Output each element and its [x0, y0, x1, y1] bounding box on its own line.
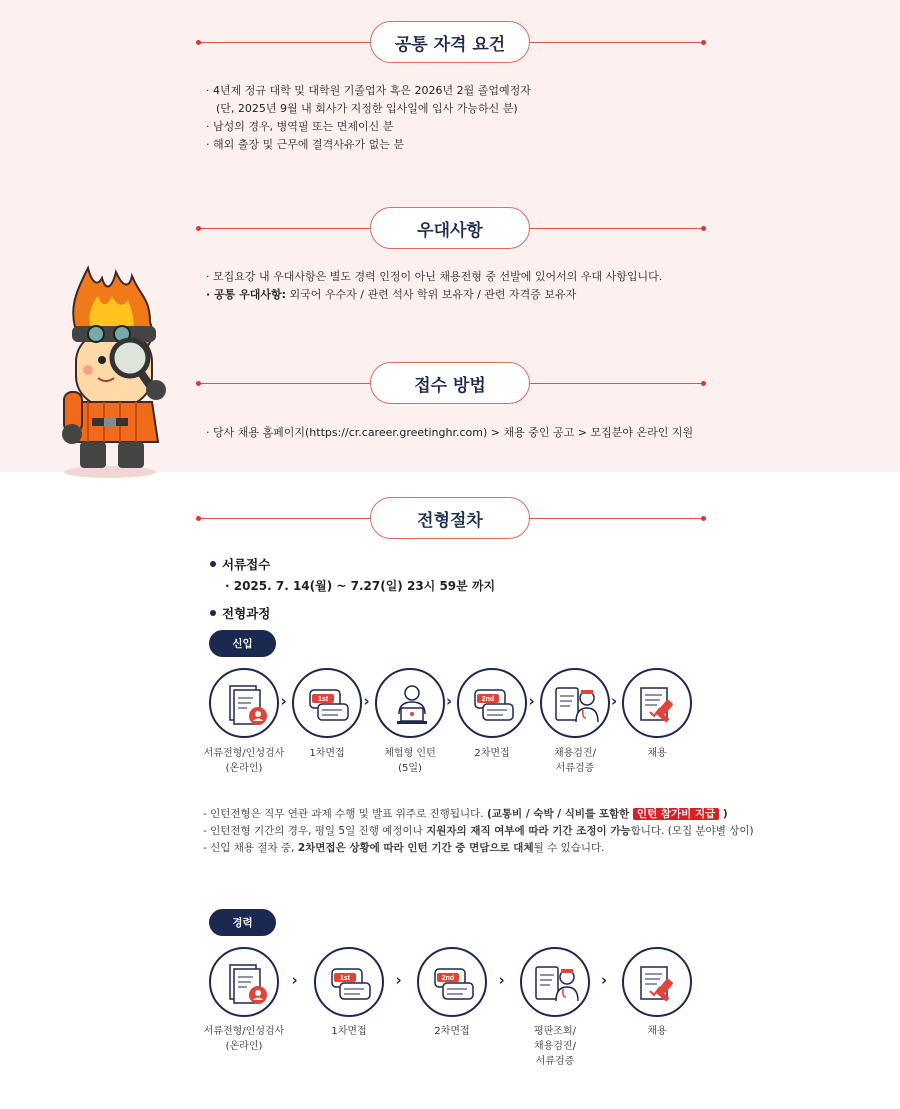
doc-heading-text: 서류접수 [222, 557, 271, 572]
preference-item: · 모집요강 내 우대사항은 별도 경력 인정이 아닌 채용전형 중 선발에 있어서의 우대 사항입니다. [206, 270, 663, 283]
note-line [203, 840, 754, 857]
note-bold: ) [719, 808, 728, 820]
career-step-label: 2차면접 [434, 1026, 470, 1037]
new-step-label: 서류전형/인성검사 (온라인) [203, 748, 285, 774]
section-title-preference: 우대사항 [370, 207, 530, 249]
qualification-list [206, 82, 531, 154]
note-text: 합니다. (모집 분야별 상이) [630, 825, 754, 837]
bullet-dot-icon [210, 561, 216, 567]
career-tag: 경력 [209, 909, 276, 936]
qualification-item: · 남성의 경우, 병역필 또는 면제이신 분 [206, 120, 394, 133]
career-step-2 [314, 947, 384, 1017]
new-step-label: 채용 [647, 748, 667, 759]
career-step-label: 평판조회/ 채용검진/ 서류검증 [533, 1026, 576, 1067]
new-step-label: 채용검진/ 서류검증 [553, 748, 596, 774]
chevron-right-icon: › [611, 692, 618, 710]
note-bold: (교통비 / 숙박 / 식비를 포함한 [486, 808, 633, 820]
qualification-item: · 4년제 정규 대학 및 대학원 기졸업자 혹은 2026년 2월 졸업예정자 [206, 84, 531, 97]
chevron-right-icon: › [363, 692, 370, 710]
svg-text:2nd: 2nd [441, 975, 455, 982]
new-step-4 [457, 668, 527, 738]
qualification-item: (단, 2025년 9월 내 회사가 지정한 입사일에 입사 가능하신 분) [216, 102, 518, 115]
new-step-1 [209, 668, 279, 738]
fire-mascot-magnifier-icon [58, 262, 178, 480]
note-line [203, 806, 754, 823]
new-step-6 [622, 668, 692, 738]
new-step-2 [292, 668, 362, 738]
chevron-right-icon: › [528, 692, 535, 710]
new-step-5 [540, 668, 610, 738]
new-notes [203, 806, 754, 857]
svg-text:2nd: 2nd [481, 696, 495, 703]
career-step-1 [209, 947, 279, 1017]
qualification-item: · 해외 출장 및 근무에 결격사유가 없는 분 [206, 138, 404, 151]
note-bold: 지원자의 재직 여부에 따라 기간 조정이 가능 [426, 825, 631, 837]
section-title-apply: 접수 방법 [370, 362, 530, 404]
section-title-qualification: 공통 자격 요건 [370, 21, 530, 63]
career-step-4 [520, 947, 590, 1017]
preference-common-text: 외국어 우수자 / 관련 석사 학위 보유자 / 관련 자격증 보유자 [286, 288, 577, 301]
process-heading [210, 604, 270, 622]
new-step-3 [375, 668, 445, 738]
doc-period: · 2025. 7. 14(월) ~ 7.27(일) 23시 59분 까지 [225, 579, 496, 593]
doc-heading [210, 555, 270, 573]
process-heading-text: 전형과정 [222, 606, 271, 621]
bullet-dot-icon [210, 610, 216, 616]
note-text: - 인턴전형 기간의 경우, 평일 5일 진행 예정이나 [203, 825, 427, 837]
chevron-right-icon: › [498, 971, 505, 989]
chevron-right-icon: › [280, 692, 287, 710]
intern-fee-highlight: 인턴 참가비 지급 [633, 808, 719, 820]
new-tag: 신입 [209, 630, 276, 657]
note-bold: 2차면접은 상황에 따라 인턴 기간 중 면담으로 대체 [297, 842, 534, 854]
svg-text:1st: 1st [339, 975, 351, 982]
career-step-label: 1차면접 [331, 1026, 367, 1037]
chevron-right-icon: › [395, 971, 402, 989]
career-step-label: 서류전형/인성검사 (온라인) [203, 1026, 285, 1052]
new-step-label: 체험형 인턴 (5일) [384, 748, 436, 774]
apply-item: · 당사 채용 홈페이지(https://cr.career.greetinghr.com) > 채용 중인 공고 > 모집분야 온라인 지원 [206, 426, 694, 439]
chevron-right-icon: › [446, 692, 453, 710]
career-step-3 [417, 947, 487, 1017]
section-title-process: 전형절차 [370, 497, 530, 539]
apply-list [206, 424, 693, 442]
preference-list [206, 268, 662, 304]
note-text: - 신입 채용 절차 중, [203, 842, 298, 854]
note-line [203, 823, 754, 840]
chevron-right-icon: › [601, 971, 608, 989]
preference-common-label: · 공통 우대사항: [206, 288, 286, 301]
chevron-right-icon: › [291, 971, 298, 989]
career-step-label: 채용 [647, 1026, 667, 1037]
svg-text:1st: 1st [317, 696, 329, 703]
note-text: - 인턴전형은 직무 연관 과제 수행 및 발표 위주로 진행됩니다. [203, 808, 487, 820]
preference-item [206, 286, 662, 304]
new-step-label: 1차면접 [309, 748, 345, 759]
career-step-5 [622, 947, 692, 1017]
new-step-label: 2차면접 [474, 748, 510, 759]
note-text: 될 수 있습니다. [533, 842, 605, 854]
